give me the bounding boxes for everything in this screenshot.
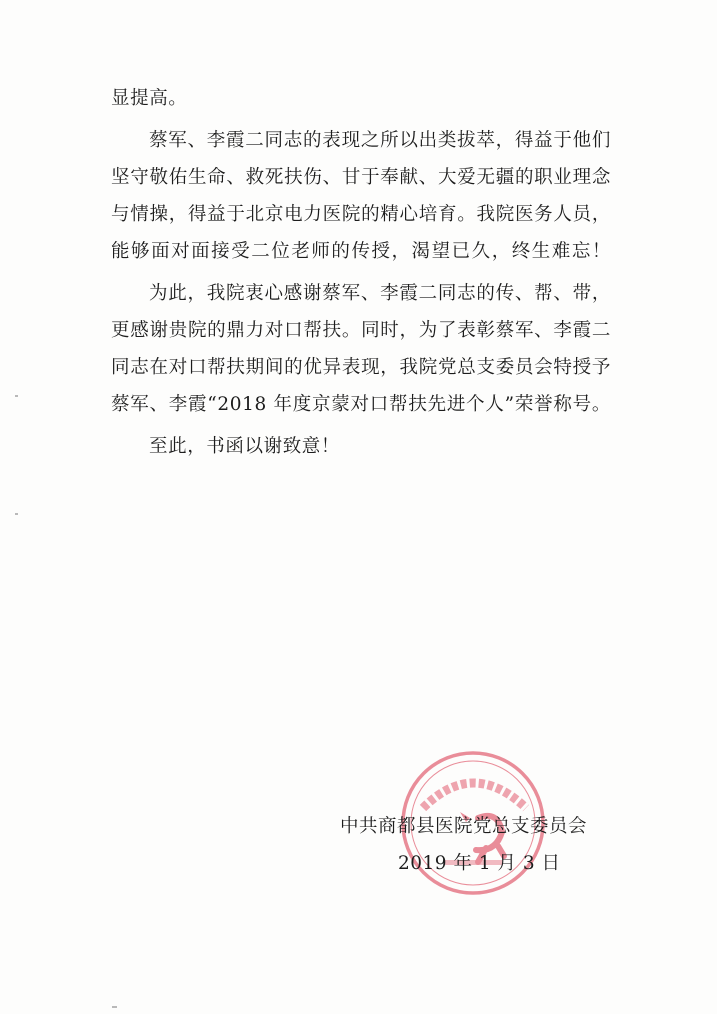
paragraph-line: 为此，我院衷心感谢蔡军、李霞二同志的传、帮、带， (149, 283, 611, 304)
signing-organization: 中共商都县医院党总支委员会 (340, 816, 588, 837)
paragraph-line: 与情操，得益于北京电力医院的精心培育。我院医务人员， (111, 204, 611, 225)
paragraph-line: 显提高。 (111, 88, 188, 109)
scan-mark (112, 1006, 117, 1008)
paragraph-line: 蔡军、李霞二同志的表现之所以出类拔萃，得益于他们 (149, 130, 611, 151)
paragraph-line: 能够面对面接受二位老师的传授，渴望已久，终生难忘！ (111, 241, 611, 262)
paragraph-line: 蔡军、李霞“2018 年度京蒙对口帮扶先进个人”荣誉称号。 (111, 394, 611, 415)
signing-date: 2019 年 1 月 3 日 (398, 853, 561, 874)
paragraph-line: 更感谢贵院的鼎力对口帮扶。同时，为了表彰蔡军、李霞二 (111, 320, 611, 341)
scan-mark (15, 513, 18, 515)
paragraph-line: 坚守敬佑生命、救死扶伤、甘于奉献、大爱无疆的职业理念 (111, 167, 611, 188)
paragraph-line: 至此，书函以谢致意！ (149, 436, 341, 457)
paragraph-line: 同志在对口帮扶期间的优异表现，我院党总支委员会特授予 (111, 357, 611, 378)
scan-mark (15, 395, 18, 397)
